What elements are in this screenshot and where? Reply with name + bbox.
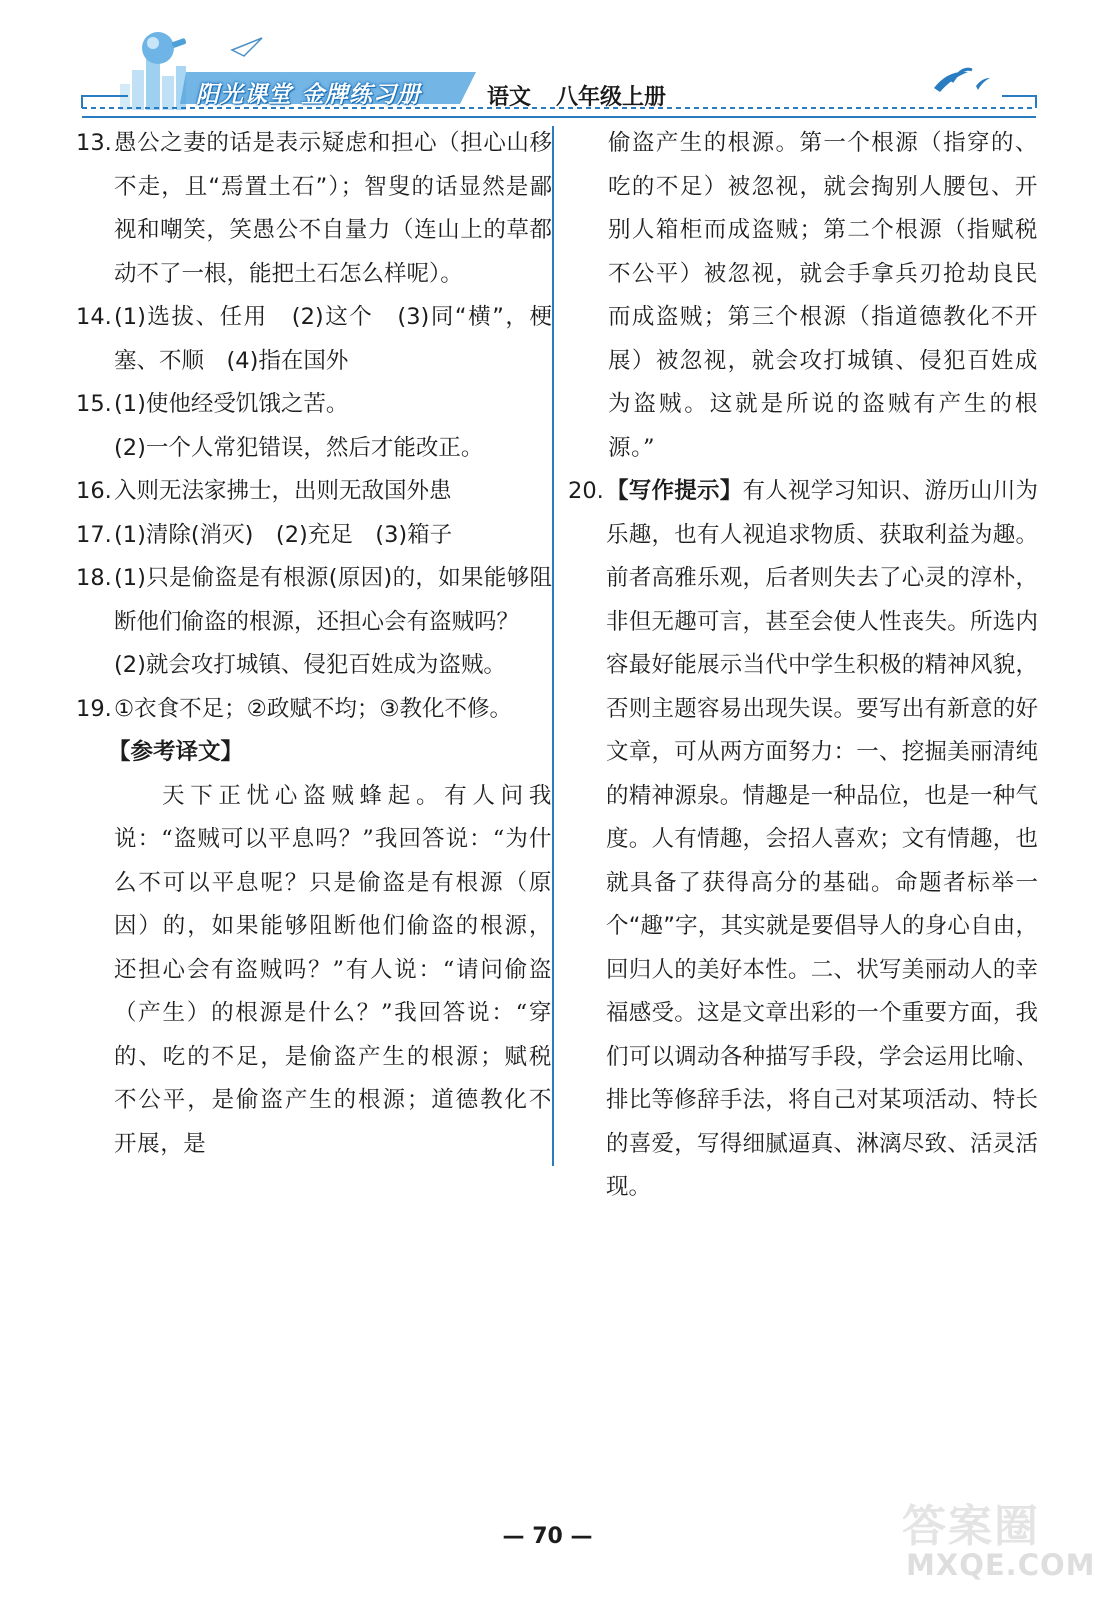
answer-text: (1)只是偷盗是有根源(原因)的，如果能够阻断他们偷盗的根源，还担心会有盗贼吗？: [114, 565, 552, 635]
left-column: [76, 122, 552, 1166]
answer-number: 17.: [76, 521, 112, 548]
subject-label: 语文: [487, 85, 532, 110]
page-number: — 70 —: [502, 1524, 593, 1549]
answer-text: (1)清除(消灭) (2)充足 (3)箱子: [114, 521, 453, 548]
reference-translation-continued: 偷盗产生的根源。第一个根源（指穿的、吃的不足）被忽视，就会掏别人腰包、开别人箱柜而成盗贼；第二个根源（指赋税不公平）被忽视，就会手拿兵刃抢劫良民而成盗贼；第三个根源（指道德教化不开展）被忽视，就会攻打城镇、侵犯百姓成为盗贼。这就是所说的盗贼有产生的根源。”: [608, 130, 1038, 461]
answer-text: ①衣食不足；②政赋不均；③教化不修。: [114, 695, 513, 722]
answer-number: 19.: [76, 695, 112, 722]
column-divider: [552, 126, 554, 1166]
birds-icon: [934, 69, 990, 92]
header-decoration: [0, 0, 1095, 130]
watermark-url-text: MXQE.COM: [906, 1548, 1095, 1582]
answer-15: [76, 383, 552, 427]
watermark-logo-text: 答案圈: [902, 1501, 1040, 1552]
answer-17: [76, 514, 552, 558]
answer-18-part-2: (2)就会攻打城镇、侵犯百姓成为盗贼。: [114, 652, 506, 678]
answer-19: [76, 688, 552, 732]
page-header: [0, 0, 1095, 130]
site-watermark: [898, 1490, 1095, 1590]
answer-13: [76, 122, 552, 296]
skyline-illustration: [120, 32, 187, 110]
brand-title: 阳光课堂 金牌练习册: [196, 82, 422, 108]
answer-15-part-2: (2)一个人常犯错误，然后才能改正。: [114, 434, 484, 461]
answer-text: 入则无法家拂士，出则无敌国外患: [114, 478, 452, 504]
grade-label: 八年级上册: [556, 85, 667, 110]
answer-text: (1)选拔、任用 (2)这个 (3)同“横”，梗塞、不顺 (4)指在国外: [114, 304, 552, 374]
answer-number: 14.: [76, 304, 112, 330]
answer-number: 15.: [76, 391, 112, 417]
answer-number: 20.: [568, 478, 604, 504]
writing-tip-text: 有人视学习知识、游历山川为乐趣，也有人视追求物质、获取利益为趣。前者高雅乐观，后者则失去了心灵的淳朴，非但无趣可言，甚至会使人性丧失。所选内容最好能展示当代中学生积极的精神风貌，否则主题容易出现失误。要写出有新意的好文章，可从两方面努力：一、挖掘美丽清纯的精神源泉。情趣是一种品位，也是一种气度。人有情趣，会招人喜欢；文有情趣，也就具备了获得高分的基础。命题者标举一个“趣”字，其实就是要倡导人的身心自由，回归人的美好本性。二、状写美丽动人的幸福感受。这是文章出彩的一个重要方面，我们可以调动各种描写手段，学会运用比喻、排比等修辞手法，将自己对某项活动、特长的喜爱，写得细腻逼真、淋漓尽致、活灵活现。: [606, 478, 1038, 1200]
answer-16: [76, 470, 552, 514]
answer-number: 13.: [76, 130, 112, 156]
writing-tip-label: 【写作提示】: [606, 478, 743, 504]
answer-20: [568, 470, 1038, 1210]
reference-translation-text: 天下正忧心盗贼蜂起。有人问我说：“盗贼可以平息吗？”我回答说：“为什么不可以平息呢？只是偷盗是有根源（原因）的，如果能够阻断他们偷盗的根源，还担心会有盗贼吗？”有人说：“请问偷盗（产生）的根源是什么？”我回答说：“穿的、吃的不足，是偷盗产生的根源；赋税不公平，是偷盗产生的根源；道德教化不开展，是: [114, 782, 552, 1157]
answer-text: (1)使他经受饥饿之苦。: [114, 391, 349, 417]
paper-plane-icon: [232, 38, 262, 56]
answer-number: 16.: [76, 478, 112, 504]
answer-18: [76, 557, 552, 644]
right-column: [568, 122, 1038, 1210]
answer-number: 18.: [76, 565, 112, 591]
answer-14: [76, 296, 552, 383]
reference-translation-title: 【参考译文】: [108, 739, 244, 765]
answer-text: 愚公之妻的话是表示疑虑和担心（担心山移不走，且“焉置土石”）；智叟的话显然是鄙视和嘲笑，笑愚公不自量力（连山上的草都动不了一根，能把土石怎么样呢）。: [114, 130, 552, 287]
